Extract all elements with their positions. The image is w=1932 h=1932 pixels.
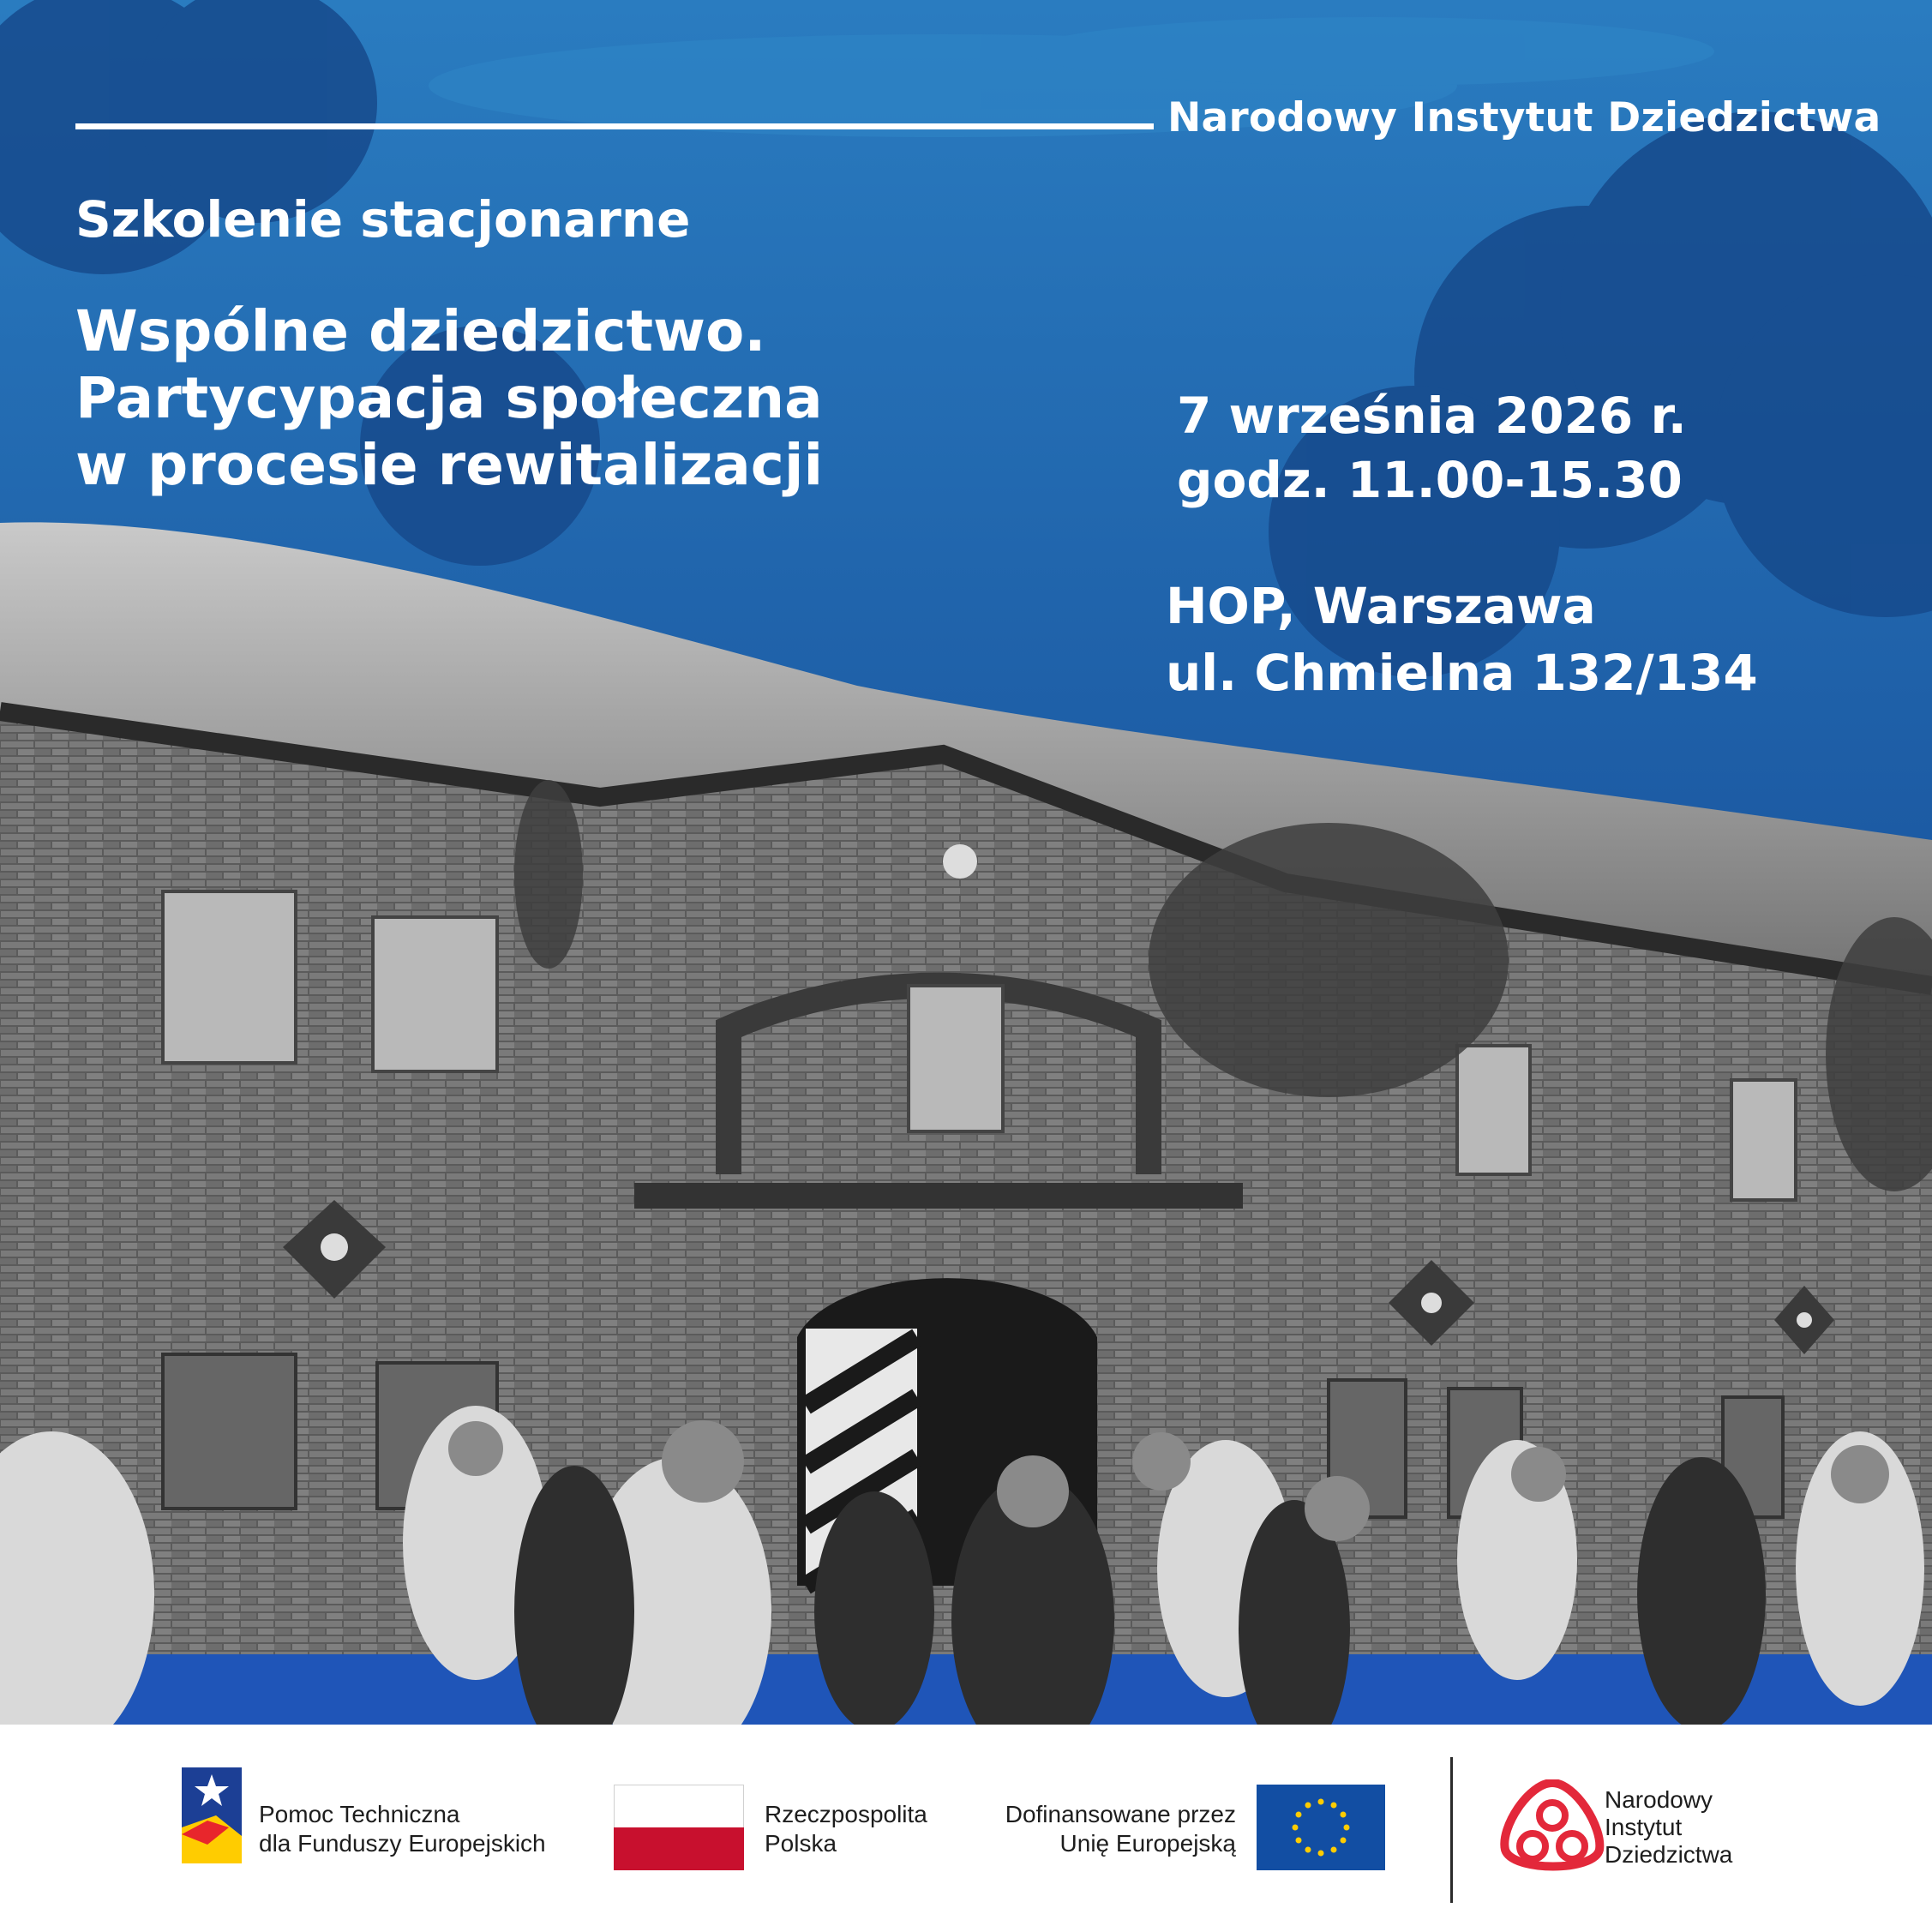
eu-flag-logo xyxy=(1257,1785,1385,1870)
fe-logo-line: Pomoc Techniczna xyxy=(259,1801,460,1827)
footer-logos xyxy=(0,1725,1932,1932)
polish-flag-logo xyxy=(614,1785,744,1870)
rp-logo-line: Rzeczpospolita xyxy=(765,1801,927,1827)
nid-logo xyxy=(1498,1779,1606,1877)
footer-divider xyxy=(1450,1757,1453,1903)
rp-logo-text xyxy=(765,1800,927,1858)
eu-logo-line: Unię Europejską xyxy=(1059,1830,1236,1857)
eu-logo-text xyxy=(991,1800,1236,1858)
nid-logo-line: Instytut xyxy=(1605,1814,1683,1840)
fe-logo-text xyxy=(259,1800,546,1858)
rp-logo-line: Polska xyxy=(765,1830,837,1857)
fe-logo-line: dla Funduszy Europejskich xyxy=(259,1830,546,1857)
event-title-line: Partycypacja społeczna xyxy=(75,365,823,431)
event-title xyxy=(75,298,823,499)
event-location xyxy=(1166,573,1758,706)
event-type: Szkolenie stacjonarne xyxy=(75,190,691,249)
header-rule xyxy=(75,123,1154,129)
nid-logo-line: Dziedzictwa xyxy=(1605,1841,1733,1868)
fundusze-europejskie-logo xyxy=(182,1767,242,1863)
event-address: ul. Chmielna 132/134 xyxy=(1166,644,1758,702)
event-date: 7 września 2026 r. xyxy=(1177,387,1687,445)
event-title-line: Wspólne dziedzictwo. xyxy=(75,298,766,364)
nid-logo-line: Narodowy xyxy=(1605,1786,1713,1813)
event-time: godz. 11.00-15.30 xyxy=(1177,451,1683,509)
nid-logo-text xyxy=(1605,1786,1732,1869)
event-datetime xyxy=(1177,384,1687,513)
event-title-line: w procesie rewitalizacji xyxy=(75,432,824,498)
eu-logo-line: Dofinansowane przez xyxy=(1005,1801,1236,1827)
event-venue: HOP, Warszawa xyxy=(1166,577,1596,635)
brand-name: Narodowy Instytut Dziedzictwa xyxy=(1167,94,1881,141)
